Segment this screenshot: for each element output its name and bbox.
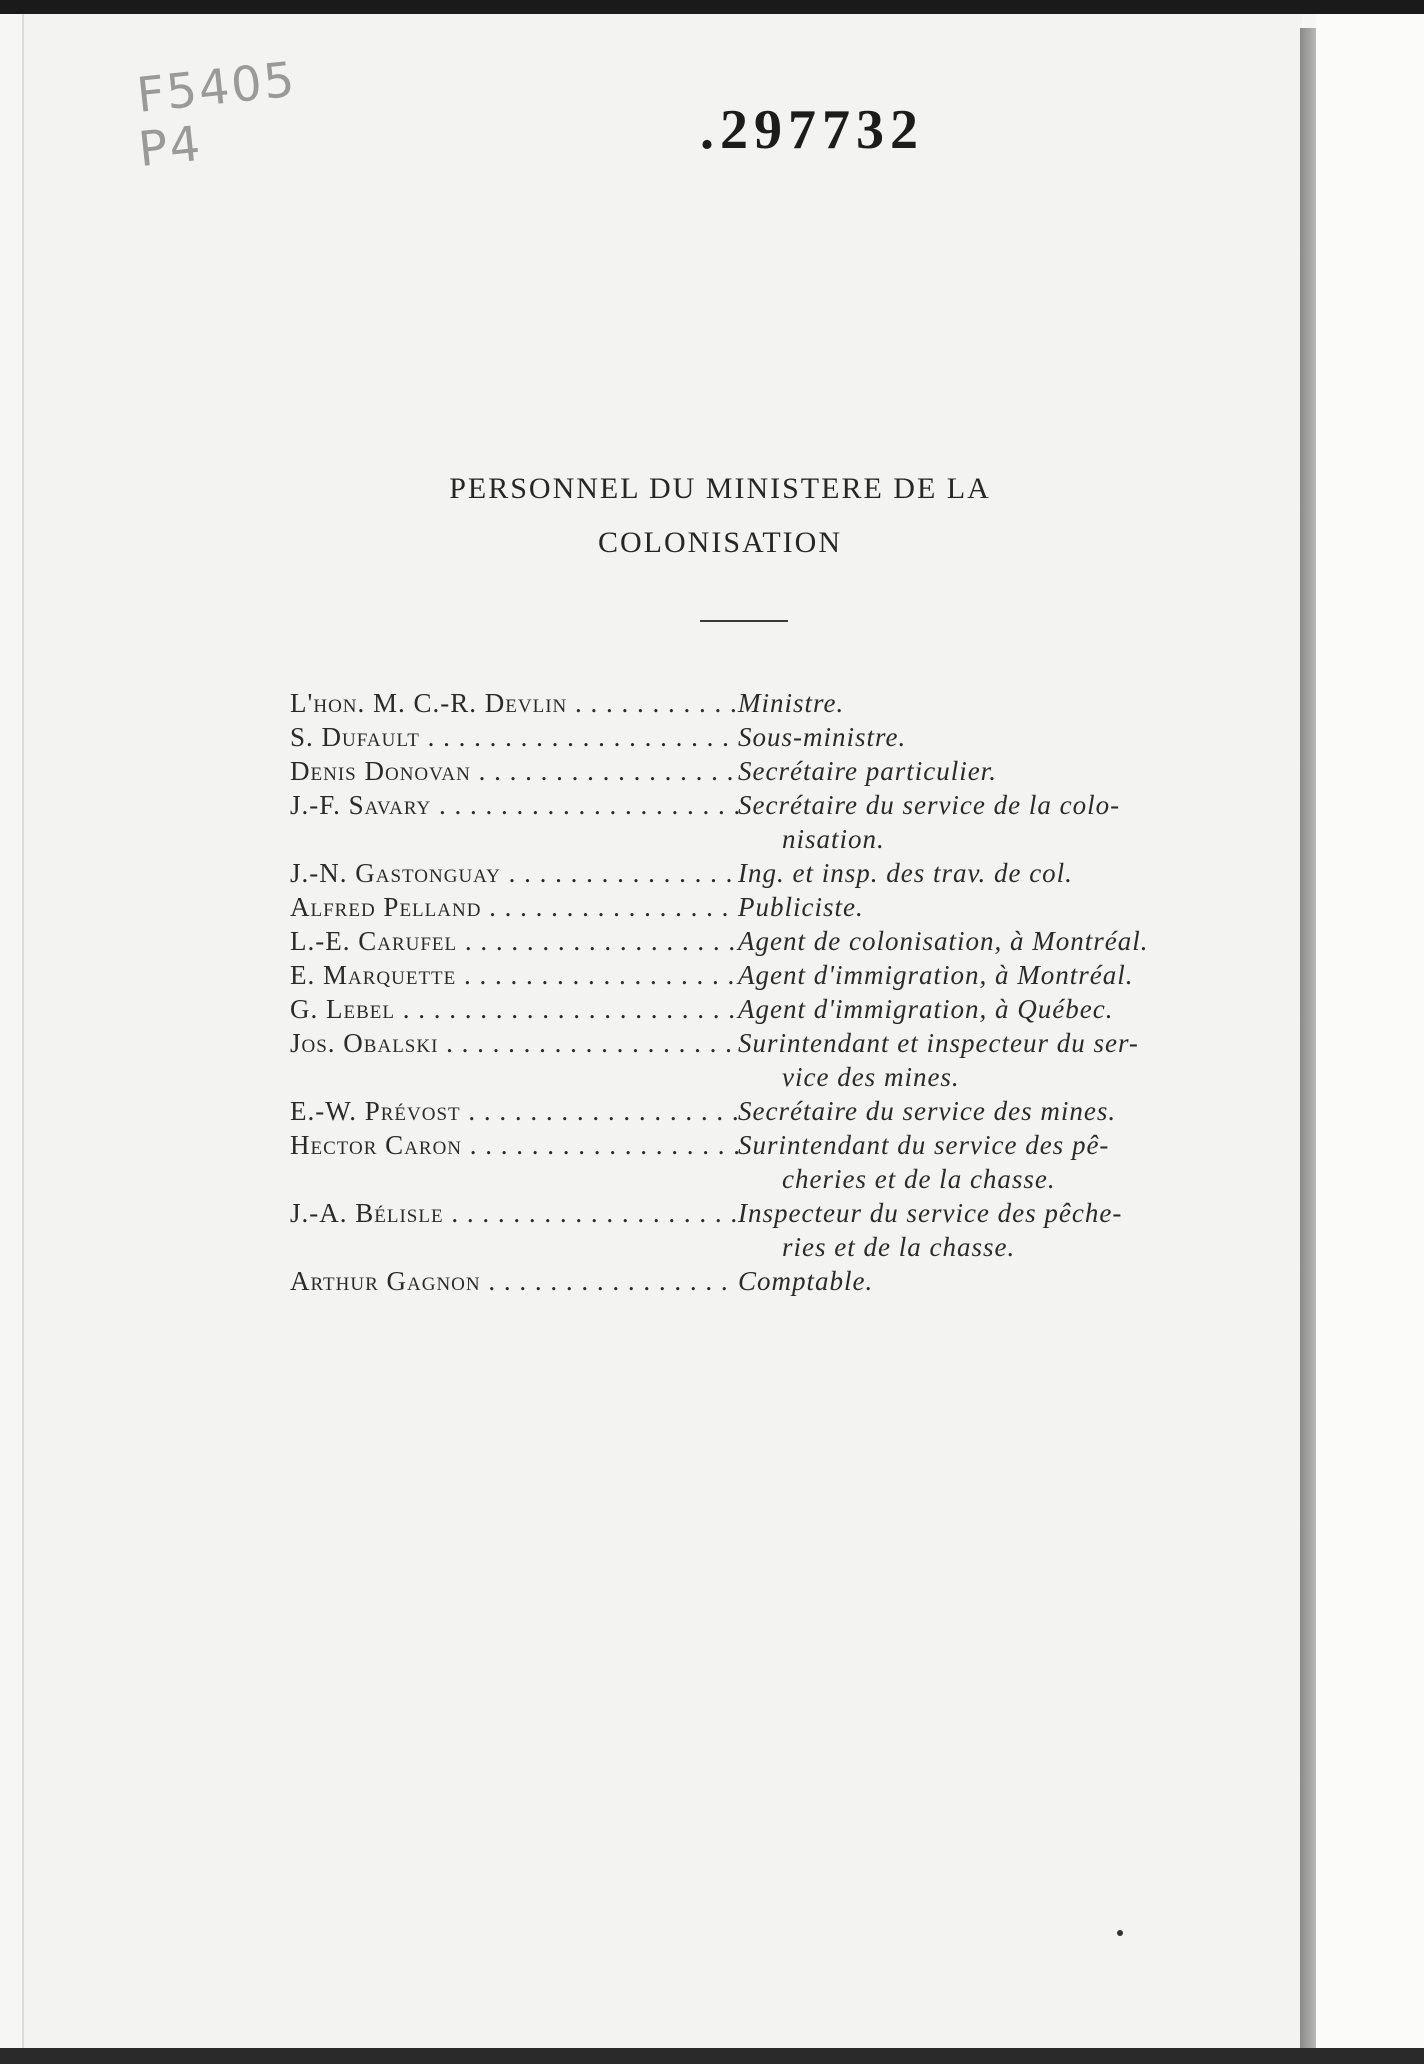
title-line-1: PERSONNEL DU MINISTERE DE LA — [449, 472, 991, 505]
staff-role: Publiciste. — [738, 892, 864, 922]
staff-role: Sous-ministre. — [738, 722, 907, 752]
staff-role: Ministre. — [738, 688, 845, 718]
staff-role: Comptable. — [738, 1266, 874, 1296]
staff-row — [290, 686, 1210, 720]
staff-role: Ing. et insp. des trav. de col. — [738, 858, 1073, 888]
staff-name: Hector Caron . . . — [290, 1128, 738, 1162]
staff-row — [290, 720, 1210, 754]
staff-role: Secrétaire du service de la colo- nisation. — [738, 788, 1210, 856]
ink-speck — [1117, 1930, 1123, 1936]
staff-role: Secrétaire particulier. — [738, 756, 997, 786]
staff-row — [290, 1094, 1210, 1128]
staff-name: S. Dufault . . . — [290, 720, 738, 754]
staff-name: Denis Donovan . . . — [290, 754, 738, 788]
staff-row — [290, 788, 1210, 856]
staff-row — [290, 1264, 1210, 1298]
staff-name: L'hon. M. C.-R. Devlin . . . — [290, 686, 738, 720]
staff-role-continuation: nisation. — [782, 824, 885, 854]
staff-name: G. Lebel . . . — [290, 992, 738, 1026]
staff-name: Alfred Pelland . . . — [290, 890, 738, 924]
staff-row — [290, 1026, 1210, 1094]
annotation-line-1: F5405 — [134, 51, 299, 124]
page-title — [300, 462, 1140, 570]
page-edge — [1300, 28, 1316, 2064]
staff-row — [290, 924, 1210, 958]
bottom-border — [0, 2048, 1424, 2064]
annotation-line-2: P4 — [135, 115, 205, 179]
staff-row — [290, 1196, 1210, 1264]
divider-rule — [700, 620, 788, 622]
document-number: .297732 — [700, 99, 924, 161]
staff-name: E.-W. Prévost . . . — [290, 1094, 738, 1128]
staff-role-continuation: vice des mines. — [782, 1062, 960, 1092]
staff-name: J.-F. Savary . . . — [290, 788, 738, 822]
staff-role: Surintendant du service des pê- cheries et de la chasse. — [738, 1128, 1210, 1196]
staff-name: Jos. Obalski . . . — [290, 1026, 738, 1060]
staff-role: Surintendant et inspecteur du ser- vice des mines. — [738, 1026, 1210, 1094]
staff-role: Agent de colonisation, à Montréal. — [738, 926, 1149, 956]
staff-name: J.-N. Gastonguay . . . — [290, 856, 738, 890]
staff-role: Agent d'immigration, à Montréal. — [738, 960, 1134, 990]
title-line-2: COLONISATION — [598, 526, 842, 559]
staff-role-continuation: cheries et de la chasse. — [782, 1164, 1056, 1194]
staff-row — [290, 890, 1210, 924]
staff-name: Arthur Gagnon . . . — [290, 1264, 738, 1298]
staff-row — [290, 958, 1210, 992]
staff-role: Agent d'immigration, à Québec. — [738, 994, 1114, 1024]
staff-role-continuation: ries et de la chasse. — [782, 1232, 1016, 1262]
staff-name: J.-A. Bélisle . . . — [290, 1196, 738, 1230]
staff-name: E. Marquette . . . — [290, 958, 738, 992]
staff-name: L.-E. Carufel . . . — [290, 924, 738, 958]
staff-row — [290, 754, 1210, 788]
staff-row — [290, 856, 1210, 890]
staff-list — [290, 686, 1210, 1298]
adjacent-page — [1316, 14, 1424, 2050]
staff-role: Inspecteur du service des pêche- ries et de la chasse. — [738, 1196, 1210, 1264]
staff-row — [290, 1128, 1210, 1196]
top-border — [0, 0, 1424, 14]
handwritten-annotation — [134, 51, 316, 188]
staff-row — [290, 992, 1210, 1026]
staff-role: Secrétaire du service des mines. — [738, 1096, 1117, 1126]
